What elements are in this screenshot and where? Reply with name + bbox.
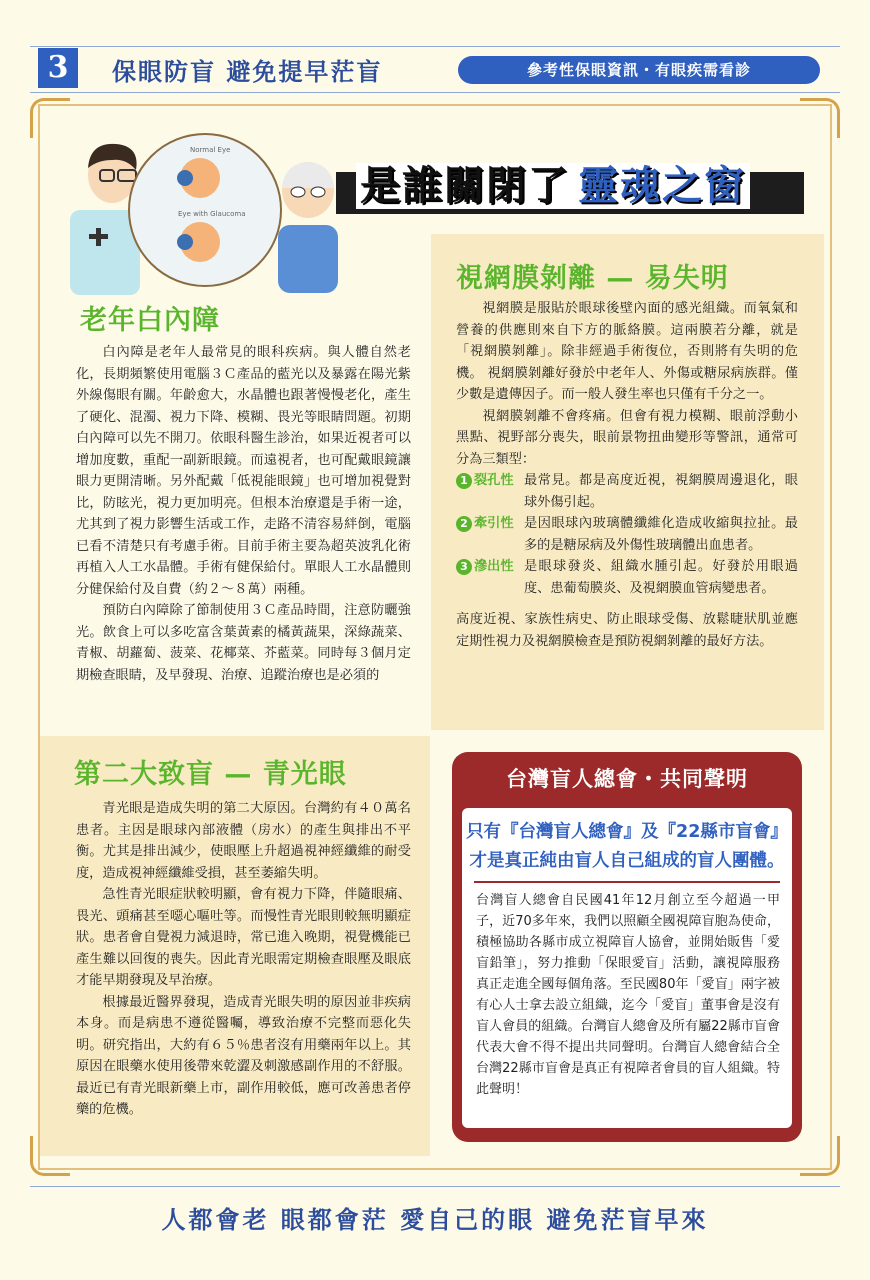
cataract-paragraph: 預防白內障除了節制使用３Ｃ產品時間，注意防曬強光。飲食上可以多吃富含葉黃素的橘黃蔬果，深綠蔬菜、青椒、胡蘿蔔、菠菜、花椰菜、芥藍菜。同時每３個月定期檢查眼睛，及早發現、治療、追蹤治療也是必須的 [76,603,411,683]
main-title-part1: 是誰關閉了 [356,163,574,209]
header-rule-bottom [30,92,840,93]
statement-headline-line1: 只有『台灣盲人總會』及『22縣市盲會』 [466,822,788,842]
corner-ornament-icon [800,1136,840,1176]
header-title: 保眼防盲 避免提早茫盲 [112,58,383,86]
footer-rule [30,1186,840,1187]
corner-ornament-icon [800,98,840,138]
cataract-body [76,342,411,686]
retina-type-item [456,556,798,599]
glaucoma-body [76,798,411,1121]
retina-type-name: 裂孔性 [474,473,514,488]
retina-type-item [456,470,798,513]
doctor-patient-illustration [60,130,350,295]
glaucoma-paragraph: 急性青光眼症狀較明顯，會有視力下降，伴隨眼痛、畏光、頭痛甚至噁心嘔吐等。而慢性青光眼則較無明顯症狀。患者會自覺視力減退時，常已進入晚期，視覺機能已產生難以回復的喪失。因此青光眼需定期檢查眼壓及眼底才能早期發現及早治療。 [76,887,411,988]
retina-closing: 高度近視、家族性病史、防止眼球受傷、放鬆睫狀肌並應定期性視力及視網膜檢查是預防視網剝離的最好方法。 [456,612,798,649]
retina-paragraph: 視網膜剝離不會疼痛。但會有視力模糊、眼前浮動小黑點、視野部分喪失，眼前景物扭曲變形等警訊，通常可分為三類型： [456,408,798,467]
main-title [356,154,750,211]
svg-text:Eye with Glaucoma: Eye with Glaucoma [178,210,246,218]
glaucoma-paragraph: 根據最近醫界發現，造成青光眼失明的原因並非疾病本身。而是病患不遵從醫囑，導致治療不完整而惡化失明。研究指出，大約有６５％患者沒有用藥兩年以上。其原因在眼藥水使用後帶來乾澀及刺激感副作用的不舒服。最近已有青光眼新藥上市，副作用較低，應可改善患者停藥的危機。 [76,994,411,1117]
statement-headline-line2: 才是真正純由盲人自己組成的盲人團體。 [469,851,785,871]
retina-type-item [456,513,798,556]
cataract-paragraph: 白內障是老年人最常見的眼科疾病。與人體自然老化，長期頻繁使用電腦３Ｃ產品的藍光以及暴露在陽光紫外線傷眼有關。年齡愈大，水晶體也跟著慢慢老化，產生了硬化、混濁、視力下降、模糊、畏光等眼睛問題。初期白內障可以先不開刀。依眼科醫生診治，如果近視者可以增加度數，重配一副新眼鏡。而遠視者，也可配戴眼鏡讓眼力更開清晰。另外配戴「低視能眼鏡」也可增加視覺對比，防眩光，視力更加明亮。但根本治療還是手術一途，尤其到了視力影響生活或工作，走路不清容易絆倒，電腦已看不清楚只有考慮手術。目前手術主要為超英波乳化術再植入人工水晶體。手術有健保給付。單眼人工水晶體則分健保給付及自費（約２～８萬）兩種。 [76,345,411,597]
glaucoma-heading: 第二大致盲 — 青光眼 [74,759,347,790]
number-badge-icon: 3 [456,559,472,575]
retina-type-desc: 最常見。都是高度近視，視網膜周邊退化，眼球外傷引起。 [524,473,798,510]
retina-heading: 視網膜剝離 — 易失明 [456,263,729,294]
retina-type-name: 滲出性 [474,559,514,574]
page-number: 3 [38,48,78,88]
statement-headline [462,818,792,876]
number-badge-icon: 1 [456,473,472,489]
retina-type-name: 牽引性 [474,516,514,531]
main-title-part2: 靈魂之窗 [574,163,750,209]
statement-title: 台灣盲人總會・共同聲明 [506,767,748,791]
glaucoma-paragraph: 青光眼是造成失明的第二大原因。台灣約有４０萬名患者。主因是眼球內部液體（房水）的產生與排出不平衡。尤其是排出減少，使眼壓上升超過視神經纖維的耐受度，造成視神經纖維受損，甚至萎縮失明。 [76,801,411,881]
svg-text:Normal Eye: Normal Eye [190,146,231,154]
footer-slogan: 人都會老 眼都會茫 愛自己的眼 避免茫盲早來 [161,1206,709,1234]
cataract-heading: 老年白內障 [80,305,220,336]
header-rule-top [30,46,840,47]
retina-type-desc: 是眼球發炎、組織水腫引起。好發於用眼過度、患葡萄膜炎、及視網膜血管病變患者。 [524,559,798,596]
statement-body: 台灣盲人總會自民國41年12月創立至今超過一甲子，近70多年來，我們以照顧全國視障盲胞為使命，積極協助各縣市成立視障盲人協會，並開始販售「愛盲鉛筆」，努力推動「保眼愛盲」活動，讓視障服務真正走進全國每個角落。至民國80年「愛盲」兩字被有心人士拿去設立組織，迄今「愛盲」董事會是沒有盲人會員的組織。台灣盲人總會及所有屬22縣市盲會代表大會不得不提出共同聲明。台灣盲人總會結合全台灣22縣市盲會是真正有視障者會員的盲人組織。特此聲明！ [476,893,780,1097]
number-badge-icon: 2 [456,516,472,532]
header-pill: 參考性保眼資訊・有眼疾需看診 [458,56,820,84]
retina-type-desc: 是因眼球內玻璃體纖維化造成收縮與拉扯。最多的是糖尿病及外傷性玻璃體出血患者。 [524,516,798,553]
statement-divider [474,881,780,883]
retina-body [456,298,798,652]
retina-paragraph: 視網膜是服貼於眼球後壁內面的感光組織。而氧氣和營養的供應則來自下方的脈絡膜。這兩膜若分離，就是「視網膜剝離」。除非經過手術復位，否則將有失明的危機。 視網膜剝離好發於中老年人、外傷或糖尿病族群。僅少數是遺傳因子。而一般人發生率也只僅有千分之一。 [456,301,798,402]
